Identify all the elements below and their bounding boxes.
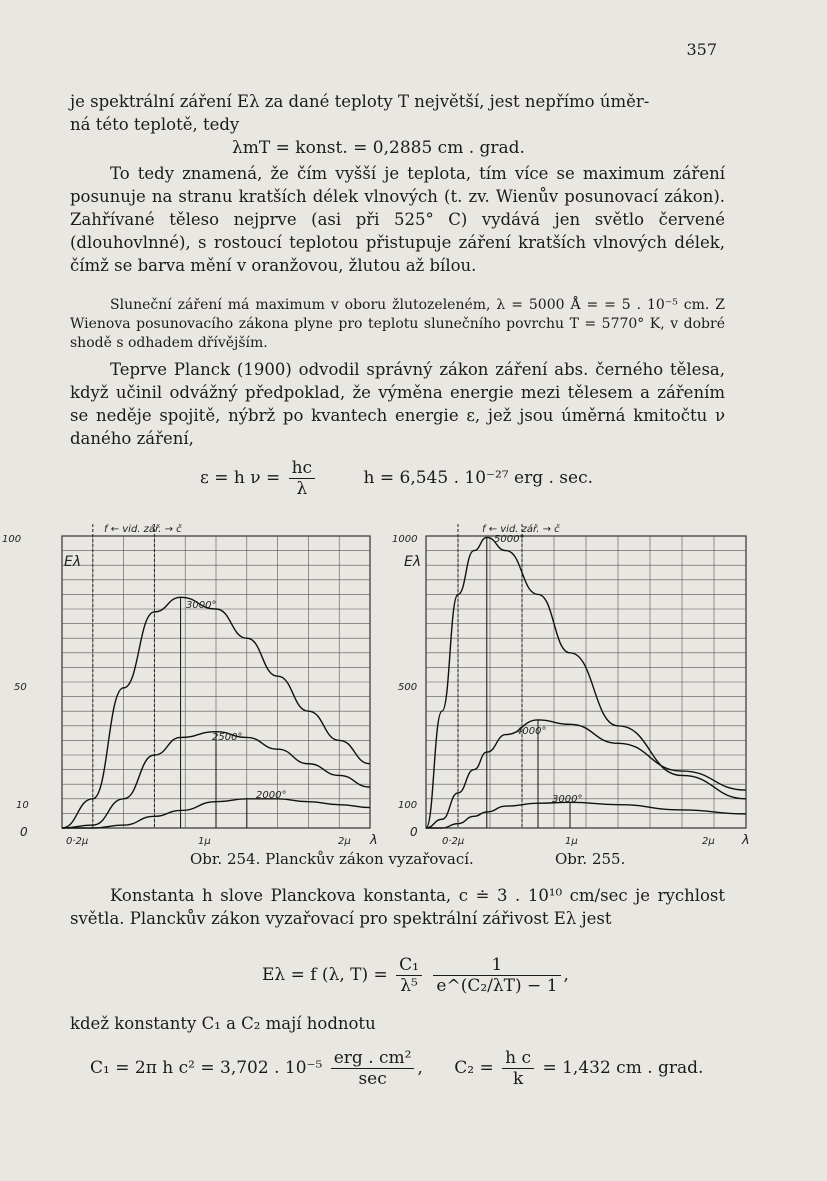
c2-fraction [502,1048,534,1089]
c2-num: h c [502,1048,534,1069]
c1-lhs: C₁ = 2π h c² = 3,702 . 10⁻⁵ [90,1058,323,1078]
constants-intro: kdež konstanty C₁ a C₂ mají hodnotu [70,1014,376,1033]
h-value: h = 6,545 . 10⁻²⁷ erg . sec. [363,468,594,488]
curve-label-3000: 3000° [186,600,217,611]
curve-label-3000-right: 3000° [552,794,583,805]
x-tick-left-0.2: 0·2μ [66,836,89,847]
chart-left [0,518,390,848]
curve-label-2500: 2500° [212,732,243,743]
planck-frac-2 [433,955,560,996]
energy-lhs: ε = h ν = [200,468,281,488]
c1-units-num: erg . cm² [331,1048,415,1069]
intro-line-2: ná této teplotě, tedy [70,115,240,134]
y-tick-right-100: 100 [398,800,418,811]
intro-text [70,90,725,136]
visible-band-label-left: f ← vid. zář. → č [104,524,182,535]
energy-num: hc [289,458,315,479]
planck-exponential: e^(C₂/λT) − 1 [436,976,558,996]
planck-paragraph: Teprve Planck (1900) odvodil správný zákon záření abs. černého tělesa, když učinil odvážný předpoklad, že výměna energie mezi tělesem a zářením se neděje spojitě, nýbrž po kvantech energie ε, jež jsou úměrná kmitočtu ν daného záření, [70,360,725,448]
curve-label-2000: 2000° [256,790,287,801]
visible-band-label-right: f ← vid. zář. → č [482,524,560,535]
y-tick-right-1000: 1000 [392,534,418,545]
curve-label-4000: 4000° [516,726,547,737]
planck-c1: C₁ [396,955,422,976]
wien-equation: λmT = konst. = 0,2885 cm . grad. [232,138,525,158]
y-axis-label-left: Eλ [64,554,82,570]
y-tick-left-0: 0 [20,825,28,839]
c2-lhs: C₂ = [454,1058,494,1078]
intro-line-1: je spektrální záření Eλ za dané teploty T největší, jest nepřímo úměr- [70,92,650,111]
c2-den: k [512,1069,524,1089]
chart-right [390,518,827,848]
y-axis-label-right: Eλ [404,554,422,570]
x-label-right: λ [742,833,750,848]
x-label-left: λ [370,833,378,848]
planck-one: 1 [433,955,560,976]
energy-equation [200,458,593,499]
constant-paragraph: Konstanta h slove Planckova konstanta, c ≐ 3 . 10¹⁰ cm/sec je rychlost světla. Planckův zákon vyzařovací pro spektrální zářivost Eλ jest [70,886,725,928]
planck-lhs: Eλ = f (λ, T) = [262,965,388,985]
caption-left: Obr. 254. Planckův zákon vyzařovací. [190,850,474,868]
x-tick-right-0.2: 0·2μ [442,836,465,847]
y-tick-right-0: 0 [410,825,418,839]
c1-units-den: sec [358,1069,387,1089]
x-tick-right-2: 2μ [702,836,715,847]
curve-label-5000: 5000° [494,534,525,545]
y-tick-left-100: 100 [2,534,22,545]
grid-right [426,524,746,828]
energy-fraction [289,458,315,499]
y-tick-left-10: 10 [16,800,29,811]
y-tick-right-500: 500 [398,682,418,693]
wien-paragraph: To tedy znamená, že čím vyšší je teplota, tím více se maximum záření posunuje na stranu kratších délek vlnových (t. zv. Wienův posunovací zákon). Zahřívané těleso nejprve (asi při 525° C) vydává jen světlo červené (dlouhovlnné), s rostoucí teplotou přistupuje záření kratších vlnových délek, čímž se barva mění v oranžovou, žlutou až bílou. [70,164,725,275]
x-tick-left-2: 2μ [338,836,351,847]
c1-units [331,1048,415,1089]
x-tick-right-1: 1μ [565,836,578,847]
energy-den: λ [296,479,308,499]
planck-lambda5: λ⁵ [400,976,418,996]
page-number: 357 [686,40,717,59]
planck-frac-1 [396,955,422,996]
y-tick-left-50: 50 [14,682,27,693]
planck-equation: Eλ = f (λ, T) = $\frac{\text{C₁}}{\text{λ⁵}}$ $\frac{1}{\text{e\textasciicircum{}(C₂/λT) − 1}}$ , [262,955,569,996]
c2-rhs: = 1,432 cm . grad. [542,1058,704,1078]
caption-right: Obr. 255. [555,850,626,868]
sun-paragraph: Sluneční záření má maximum v oboru žlutozeleném, λ = 5000 Å = = 5 . 10⁻⁵ cm. Z Wienova posunovacího zákona plyne pro teplotu slunečního povrchu T = 5770° K, v dobré shodě s odhadem dřívějším. [70,297,725,351]
x-tick-left-1: 1μ [198,836,211,847]
constants-equation: C₁ = 2π h c² = 3,702 . 10⁻⁵ $\frac{\text{erg . cm²}}{\sec}$ , C₂ = $\frac{\text{h c}}{k}$ = 1,432 cm . grad. [90,1048,704,1089]
